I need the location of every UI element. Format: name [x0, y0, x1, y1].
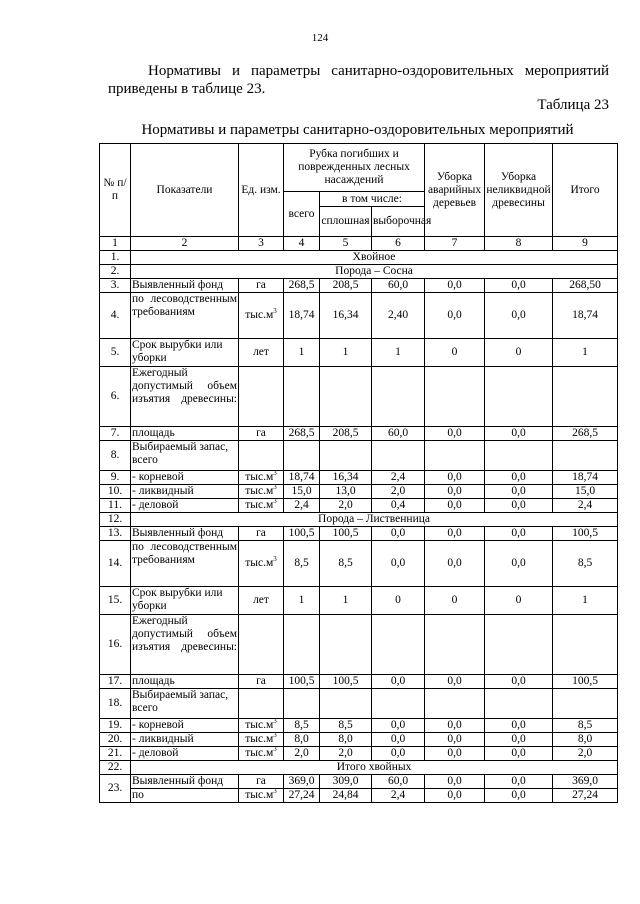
unit-text: тыс.м [245, 747, 274, 759]
total-value: 369,0 [284, 775, 320, 789]
total-value [284, 367, 320, 427]
clear-value: 8,0 [320, 733, 372, 747]
header-total-all: всего [284, 192, 320, 237]
emergency-value: 0,0 [425, 527, 485, 541]
emergency-value [425, 441, 485, 471]
section-row [100, 251, 618, 265]
clear-value: 8,5 [320, 719, 372, 733]
indicator-label: - ликвидный [131, 733, 239, 747]
row-number: 6. [100, 367, 131, 427]
column-number: 1 [100, 237, 131, 251]
total-value: 1 [284, 587, 320, 615]
indicator-label: Срок вырубки или уборки [131, 587, 239, 615]
unit-superscript: 3 [273, 787, 277, 796]
table-row [100, 747, 618, 761]
illiquid-value [485, 615, 553, 675]
emergency-value: 0,0 [425, 427, 485, 441]
section-title: Порода – Сосна [131, 265, 618, 279]
emergency-value [425, 367, 485, 427]
emergency-value: 0,0 [425, 293, 485, 339]
indicator-label: по лесоводственным требованиям [131, 541, 239, 587]
indicator-label: - корневой [131, 471, 239, 485]
selective-value: 0 [372, 587, 425, 615]
column-number: 2 [131, 237, 239, 251]
header-illiquid: Уборка неликвидной древесины [485, 144, 553, 237]
header-unit: Ед. изм. [239, 144, 284, 237]
clear-value: 2,0 [320, 499, 372, 513]
grand-total-value: 1 [553, 587, 618, 615]
grand-total-value: 268,50 [553, 279, 618, 293]
table-row [100, 541, 618, 587]
selective-value: 0,0 [372, 527, 425, 541]
selective-value [372, 441, 425, 471]
illiquid-value: 0,0 [485, 485, 553, 499]
grand-total-value: 268,5 [553, 427, 618, 441]
emergency-value: 0,0 [425, 747, 485, 761]
emergency-value: 0,0 [425, 471, 485, 485]
header-indicator: Показатели [131, 144, 239, 237]
section-title: Хвойное [131, 251, 618, 265]
clear-value: 208,5 [320, 279, 372, 293]
unit-cell [239, 675, 284, 689]
total-value [284, 615, 320, 675]
table-row [100, 499, 618, 513]
illiquid-value: 0,0 [485, 789, 553, 803]
indicator-label: Выявленный фонд [131, 279, 239, 293]
total-value: 268,5 [284, 279, 320, 293]
row-number: 17. [100, 675, 131, 689]
table-row [100, 427, 618, 441]
selective-value [372, 689, 425, 719]
indicator-label: Ежегодный допустимый объем изъятия древесины: [131, 615, 239, 675]
illiquid-value: 0,0 [485, 279, 553, 293]
header-clear: сплошная [320, 207, 372, 237]
emergency-value: 0,0 [425, 499, 485, 513]
header-emergency: Уборка аварийных деревьев [425, 144, 485, 237]
unit-cell [239, 293, 284, 339]
row-number: 18. [100, 689, 131, 719]
table-row [100, 587, 618, 615]
section-title: Итого хвойных [131, 761, 618, 775]
column-number: 9 [553, 237, 618, 251]
table-row [100, 367, 618, 427]
illiquid-value: 0 [485, 339, 553, 367]
unit-superscript: 3 [273, 745, 277, 754]
selective-value [372, 615, 425, 675]
unit-superscript: 3 [273, 731, 277, 740]
emergency-value: 0,0 [425, 775, 485, 789]
illiquid-value: 0,0 [485, 499, 553, 513]
grand-total-value: 369,0 [553, 775, 618, 789]
grand-total-value [553, 689, 618, 719]
selective-value: 0,0 [372, 747, 425, 761]
emergency-value: 0,0 [425, 485, 485, 499]
unit-superscript: 3 [273, 497, 277, 506]
table-row [100, 293, 618, 339]
total-value: 18,74 [284, 471, 320, 485]
total-value: 100,5 [284, 675, 320, 689]
grand-total-value: 2,4 [553, 499, 618, 513]
illiquid-value [485, 689, 553, 719]
row-number: 21. [100, 747, 131, 761]
indicator-label: Выбираемый запас, всего [131, 689, 239, 719]
illiquid-value: 0,0 [485, 747, 553, 761]
indicator-label: - деловой [131, 747, 239, 761]
clear-value: 1 [320, 339, 372, 367]
unit-text: га [256, 775, 266, 787]
emergency-value: 0,0 [425, 279, 485, 293]
emergency-value: 0,0 [425, 789, 485, 803]
unit-text: тыс.м [245, 471, 274, 483]
table-row [100, 339, 618, 367]
row-number: 23. [100, 775, 131, 803]
row-number: 11. [100, 499, 131, 513]
illiquid-value: 0,0 [485, 675, 553, 689]
unit-text: га [256, 427, 266, 439]
unit-text: тыс.м [245, 733, 274, 745]
illiquid-value: 0,0 [485, 293, 553, 339]
column-number: 7 [425, 237, 485, 251]
illiquid-value [485, 367, 553, 427]
section-title: Порода – Лиственница [131, 513, 618, 527]
illiquid-value: 0,0 [485, 471, 553, 485]
selective-value: 60,0 [372, 427, 425, 441]
row-number: 16. [100, 615, 131, 675]
emergency-value: 0 [425, 587, 485, 615]
grand-total-value [553, 441, 618, 471]
indicator-label: площадь [131, 675, 239, 689]
total-value: 8,5 [284, 719, 320, 733]
illiquid-value: 0,0 [485, 733, 553, 747]
unit-text: га [256, 527, 266, 539]
indicator-label: по [131, 789, 239, 803]
indicator-label: площадь [131, 427, 239, 441]
selective-value [372, 367, 425, 427]
clear-value: 1 [320, 587, 372, 615]
total-value: 1 [284, 339, 320, 367]
unit-superscript: 3 [273, 469, 277, 478]
unit-cell [239, 587, 284, 615]
column-number: 6 [372, 237, 425, 251]
row-number: 3. [100, 279, 131, 293]
selective-value: 1 [372, 339, 425, 367]
unit-cell [239, 427, 284, 441]
clear-value: 2,0 [320, 747, 372, 761]
selective-value: 0,0 [372, 733, 425, 747]
row-number: 19. [100, 719, 131, 733]
section-row [100, 265, 618, 279]
page-number: 124 [311, 32, 329, 44]
column-number: 4 [284, 237, 320, 251]
row-number: 14. [100, 541, 131, 587]
table-row [100, 719, 618, 733]
clear-value [320, 615, 372, 675]
total-value: 100,5 [284, 527, 320, 541]
indicator-label: - деловой [131, 499, 239, 513]
selective-value: 0,0 [372, 719, 425, 733]
clear-value: 16,34 [320, 471, 372, 485]
unit-text: лет [253, 594, 269, 606]
emergency-value: 0,0 [425, 675, 485, 689]
clear-value [320, 689, 372, 719]
table-row [100, 615, 618, 675]
header-grand-total: Итого [553, 144, 618, 237]
table-row [100, 527, 618, 541]
header-felling: Рубка погибших и поврежденных лесных насаждений [284, 144, 425, 192]
indicator-label: Ежегодный допустимый объем изъятия древесины: [131, 367, 239, 427]
column-number: 3 [239, 237, 284, 251]
column-number: 5 [320, 237, 372, 251]
unit-text: тыс.м [245, 557, 274, 569]
table-row [100, 689, 618, 719]
illiquid-value: 0,0 [485, 541, 553, 587]
unit-text: га [256, 675, 266, 687]
column-number: 8 [485, 237, 553, 251]
row-number: 7. [100, 427, 131, 441]
unit-cell [239, 441, 284, 471]
row-number: 1. [100, 251, 131, 265]
table-title: Нормативы и параметры санитарно-оздоровительных мероприятий [141, 122, 574, 138]
row-number: 20. [100, 733, 131, 747]
total-value [284, 689, 320, 719]
clear-value: 100,5 [320, 527, 372, 541]
unit-cell [239, 527, 284, 541]
section-row [100, 513, 618, 527]
header-selective: выборочная [372, 207, 425, 237]
selective-value: 0,0 [372, 541, 425, 587]
row-number: 2. [100, 265, 131, 279]
illiquid-value: 0 [485, 587, 553, 615]
table-row [100, 485, 618, 499]
section-row [100, 761, 618, 775]
total-value: 27,24 [284, 789, 320, 803]
clear-value: 13,0 [320, 485, 372, 499]
table-row [100, 471, 618, 485]
row-number: 4. [100, 293, 131, 339]
illiquid-value: 0,0 [485, 719, 553, 733]
total-value: 8,0 [284, 733, 320, 747]
header-incl: в том числе: [320, 192, 425, 207]
row-number: 5. [100, 339, 131, 367]
column-numbers-row [100, 237, 618, 251]
unit-superscript: 3 [273, 307, 277, 316]
clear-value: 24,84 [320, 789, 372, 803]
intro-paragraph [108, 62, 609, 98]
total-value: 2,4 [284, 499, 320, 513]
row-number: 12. [100, 513, 131, 527]
grand-total-value: 8,5 [553, 719, 618, 733]
selective-value: 60,0 [372, 775, 425, 789]
grand-total-value [553, 615, 618, 675]
grand-total-value: 15,0 [553, 485, 618, 499]
indicator-label: Выбираемый запас, всего [131, 441, 239, 471]
selective-value: 2,40 [372, 293, 425, 339]
unit-cell [239, 279, 284, 293]
emergency-value [425, 689, 485, 719]
emergency-value: 0,0 [425, 541, 485, 587]
indicator-label: Срок вырубки или уборки [131, 339, 239, 367]
selective-value: 2,0 [372, 485, 425, 499]
total-value: 268,5 [284, 427, 320, 441]
unit-text: лет [253, 346, 269, 358]
indicator-label: Выявленный фонд [131, 775, 239, 789]
grand-total-value: 1 [553, 339, 618, 367]
unit-cell [239, 789, 284, 803]
clear-value [320, 441, 372, 471]
table-row [100, 789, 618, 803]
grand-total-value: 27,24 [553, 789, 618, 803]
row-number: 22. [100, 761, 131, 775]
unit-cell [239, 689, 284, 719]
norms-table [99, 143, 618, 803]
illiquid-value: 0,0 [485, 427, 553, 441]
unit-cell [239, 339, 284, 367]
table-row [100, 775, 618, 789]
grand-total-value: 8,5 [553, 541, 618, 587]
grand-total-value: 18,74 [553, 471, 618, 485]
illiquid-value [485, 441, 553, 471]
unit-text: тыс.м [245, 485, 274, 497]
unit-superscript: 3 [273, 717, 277, 726]
emergency-value: 0,0 [425, 719, 485, 733]
total-value [284, 441, 320, 471]
illiquid-value: 0,0 [485, 527, 553, 541]
table-body [100, 251, 618, 803]
intro-line-1: Нормативы и параметры санитарно-оздоровительных мероприятий [148, 63, 609, 79]
clear-value: 16,34 [320, 293, 372, 339]
unit-superscript: 3 [273, 555, 277, 564]
indicator-label: по лесоводственным требованиям [131, 293, 239, 339]
indicator-label: - ликвидный [131, 485, 239, 499]
unit-cell [239, 541, 284, 587]
clear-value: 309,0 [320, 775, 372, 789]
clear-value [320, 367, 372, 427]
unit-text: тыс.м [245, 789, 274, 801]
header-num: № п/п [100, 144, 131, 237]
table-row [100, 675, 618, 689]
table-label: Таблица 23 [537, 97, 609, 113]
unit-cell [239, 499, 284, 513]
total-value: 2,0 [284, 747, 320, 761]
emergency-value: 0,0 [425, 733, 485, 747]
grand-total-value: 8,0 [553, 733, 618, 747]
clear-value: 8,5 [320, 541, 372, 587]
row-number: 13. [100, 527, 131, 541]
indicator-label: Выявленный фонд [131, 527, 239, 541]
clear-value: 100,5 [320, 675, 372, 689]
unit-text: тыс.м [245, 719, 274, 731]
grand-total-value: 100,5 [553, 675, 618, 689]
unit-cell [239, 747, 284, 761]
row-number: 10. [100, 485, 131, 499]
unit-text: га [256, 279, 266, 291]
table-row [100, 733, 618, 747]
emergency-value [425, 615, 485, 675]
row-number: 9. [100, 471, 131, 485]
table-header [100, 144, 618, 251]
table-row [100, 441, 618, 471]
total-value: 18,74 [284, 293, 320, 339]
indicator-label: - корневой [131, 719, 239, 733]
total-value: 8,5 [284, 541, 320, 587]
illiquid-value: 0,0 [485, 775, 553, 789]
unit-superscript: 3 [273, 483, 277, 492]
unit-cell [239, 367, 284, 427]
grand-total-value: 2,0 [553, 747, 618, 761]
row-number: 8. [100, 441, 131, 471]
selective-value: 0,0 [372, 675, 425, 689]
intro-line-2: приведены в таблице 23. [108, 81, 266, 97]
unit-text: тыс.м [245, 499, 274, 511]
grand-total-value [553, 367, 618, 427]
table-row [100, 279, 618, 293]
clear-value: 208,5 [320, 427, 372, 441]
unit-cell [239, 615, 284, 675]
unit-text: тыс.м [245, 309, 274, 321]
grand-total-value: 100,5 [553, 527, 618, 541]
selective-value: 0,4 [372, 499, 425, 513]
row-number: 15. [100, 587, 131, 615]
selective-value: 2,4 [372, 789, 425, 803]
total-value: 15,0 [284, 485, 320, 499]
selective-value: 60,0 [372, 279, 425, 293]
grand-total-value: 18,74 [553, 293, 618, 339]
selective-value: 2,4 [372, 471, 425, 485]
emergency-value: 0 [425, 339, 485, 367]
